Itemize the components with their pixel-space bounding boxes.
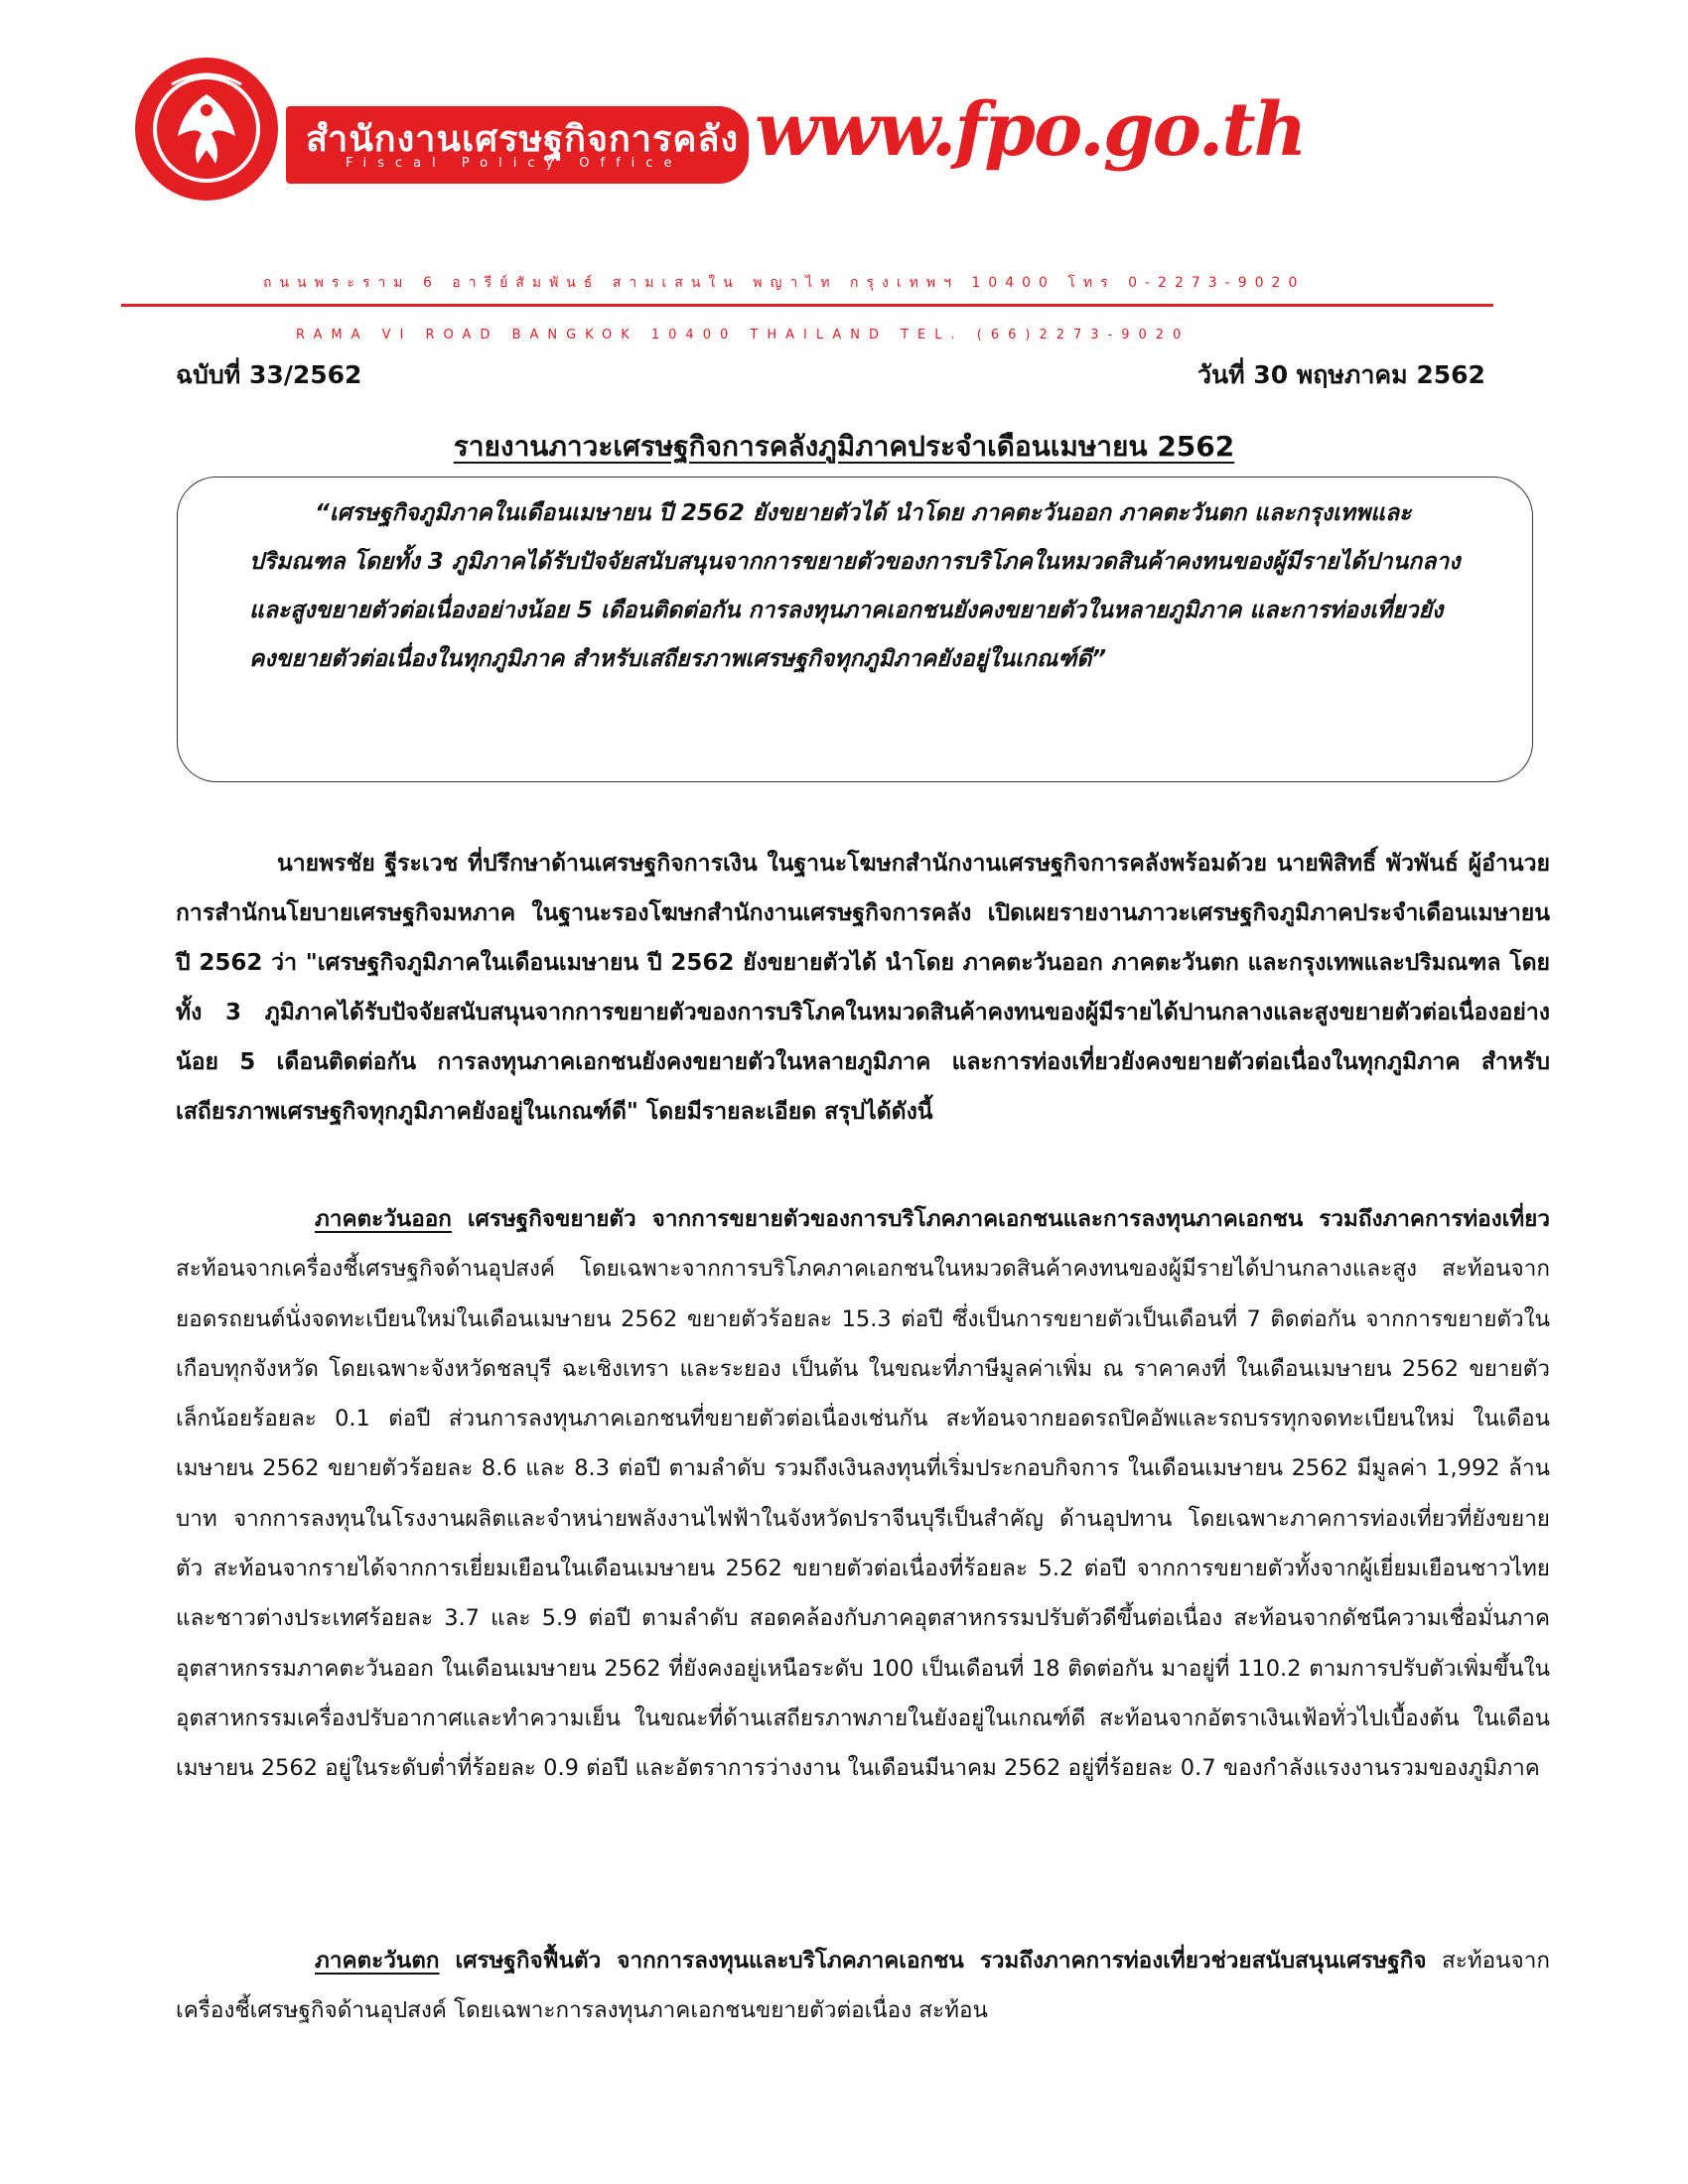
agency-banner <box>286 106 749 184</box>
west-region-paragraph <box>176 1936 1550 2036</box>
east-region-lead: เศรษฐกิจขยายตัว จากการขยายตัวของการบริโภคภาคเอกชนและการลงทุนภาคเอกชน รวมถึงภาคการท่องเที่ยว <box>451 1206 1550 1232</box>
east-region-heading: ภาคตะวันออก <box>315 1206 452 1232</box>
west-region-lead: เศรษฐกิจฟื้นตัว จากการลงทุนและบริโภคภาคเอกชน รวมถึงภาคการท่องเที่ยวช่วยสนับสนุนเศรษฐกิจ <box>439 1948 1427 1974</box>
website-url[interactable]: www.fpo.go.th <box>755 87 1306 173</box>
agency-name-english: Fiscal Policy Office <box>346 156 683 171</box>
summary-callout <box>177 477 1533 782</box>
west-region-heading: ภาคตะวันตก <box>315 1948 440 1974</box>
agency-name-thai: สำนักงานเศรษฐกิจการคลัง <box>306 119 740 160</box>
east-region-paragraph <box>176 1194 1550 1794</box>
garuda-seal-icon <box>132 55 281 204</box>
address-thai: ถนนพระราม 6 อารีย์สัมพันธ์ สามเสนใน พญาไท กรุงเทพฯ 10400 โทร 0-2273-9020 <box>263 275 1306 291</box>
east-region-body: สะท้อนจากเครื่องชี้เศรษฐกิจด้านอุปสงค์ โดยเฉพาะจากการบริโภคภาคเอกชนในหมวดสินค้าคงทนของผู้มีรายได้ปานกลางและสูง สะท้อนจากยอดรถยนต์นั่งจดทะเบียนใหม่ในเดือนเมษายน 2562 ขยายตัวร้อยละ 15.3 ต่อปี ซึ่งเป็นการขยายตัวเป็นเดือนที่ 7 ติดต่อกัน จากการขยายตัวในเกือบทุกจังหวัด โดยเฉพาะจังหวัดชลบุรี ฉะเชิงเทรา และระยอง เป็นต้น ในขณะที่ภาษีมูลค่าเพิ่ม ณ ราคาคงที่ ในเดือนเมษายน 2562 ขยายตัวเล็กน้อยร้อยละ 0.1 ต่อปี ส่วนการลงทุนภาคเอกชนที่ขยายตัวต่อเนื่องเช่นกัน สะท้อนจากยอดรถปิคอัพและรถบรรทุกจดทะเบียนใหม่ ในเดือนเมษายน 2562 ขยายตัวร้อยละ 8.6 และ 8.3 ต่อปี ตามลำดับ รวมถึงเงินลงทุนที่เริ่มประกอบกิจการ ในเดือนเมษายน 2562 มีมูลค่า 1,992 ล้านบาท จากการลงทุนในโรงงานผลิตและจำหน่ายพลังงานไฟฟ้าในจังหวัดปราจีนบุรีเป็นสำคัญ ด้านอุปทาน โดยเฉพาะภาคการท่องเที่ยวที่ยังขยายตัว สะท้อนจากรายได้จากการเยี่ยมเยือนในเดือนเมษายน 2562 ขยายตัวต่อเนื่องที่ร้อยละ 5.2 ต่อปี จากการขยายตัวทั้งจากผู้เยี่ยมเยือนชาวไทยและชาวต่างประเทศร้อยละ 3.7 และ 5.9 ต่อปี ตามลำดับ สอดคล้องกับภาคอุตสาหกรรมปรับตัวดีขึ้นต่อเนื่อง สะท้อนจากดัชนีความเชื่อมั่นภาคอุตสาหกรรมภาคตะวันออก ในเดือนเมษายน 2562 ที่ยังคงอยู่เหนือระดับ 100 เป็นเดือนที่ 18 ติดต่อกัน มาอยู่ที่ 110.2 ตามการปรับตัวเพิ่มขึ้นในอุตสาหกรรมเครื่องปรับอากาศและทำความเย็น ในขณะที่ด้านเสถียรภาพภายในยังอยู่ในเกณฑ์ดี สะท้อนจากอัตราเงินเฟ้อทั่วไปเบื้องต้น ในเดือนเมษายน 2562 อยู่ในระดับต่ำที่ร้อยละ 0.9 ต่อปี และอัตราการว่างงาน ในเดือนมีนาคม 2562 อยู่ที่ร้อยละ 0.7 ของกำลังแรงงานรวมของภูมิภาค <box>176 1256 1550 1782</box>
address-english: RAMA VI ROAD BANGKOK 10400 THAILAND TEL. (66)2273-9020 <box>296 328 1191 342</box>
west-region-body: สะท้อนจากเครื่องชี้เศรษฐกิจด้านอุปสงค์ โดยเฉพาะการลงทุนภาคเอกชนขยายตัวต่อเนื่อง สะท้อน <box>176 1948 1550 2024</box>
issue-date: วันที่ 30 พฤษภาคม 2562 <box>1197 360 1485 389</box>
issue-number: ฉบับที่ 33/2562 <box>176 360 362 389</box>
report-title: รายงานภาวะเศรษฐกิจการคลังภูมิภาคประจำเดือนเมษายน 2562 <box>453 430 1235 463</box>
intro-paragraph: นายพรชัย ฐีระเวช ที่ปรึกษาด้านเศรษฐกิจการเงิน ในฐานะโฆษกสำนักงานเศรษฐกิจการคลังพร้อมด้วย นายพิสิทธิ์ พัวพันธ์ ผู้อำนวยการสำนักนโยบายเศรษฐกิจมหภาค ในฐานะรองโฆษกสำนักงานเศรษฐกิจการคลัง เปิดเผยรายงานภาวะเศรษฐกิจภูมิภาคประจำเดือนเมษายน ปี 2562 ว่า "เศรษฐกิจภูมิภาคในเดือนเมษายน ปี 2562 ยังขยายตัวได้ นำโดย ภาคตะวันออก ภาคตะวันตก และกรุงเทพและปริมณฑล โดยทั้ง 3 ภูมิภาคได้รับปัจจัยสนับสนุนจากการขยายตัวของการบริโภคในหมวดสินค้าคงทนของผู้มีรายได้ปานกลางและสูงขยายตัวต่อเนื่องอย่างน้อย 5 เดือนติดต่อกัน การลงทุนภาคเอกชนยังคงขยายตัวในหลายภูมิภาค และการท่องเที่ยวยังคงขยายตัวต่อเนื่องในทุกภูมิภาค สำหรับเสถียรภาพเศรษฐกิจทุกภูมิภาคยังอยู่ในเกณฑ์ดี" โดยมีรายละเอียด สรุปได้ดังนี้ <box>176 851 1550 1125</box>
fpo-seal-logo <box>132 55 281 204</box>
summary-quote: “เศรษฐกิจภูมิภาคในเดือนเมษายน ปี 2562 ยังขยายตัวได้ นำโดย ภาคตะวันออก ภาคตะวันตก และกรุงเทพและปริมณฑล โดยทั้ง 3 ภูมิภาคได้รับปัจจัยสนับสนุนจากการขยายตัวของการบริโภคในหมวดสินค้าคงทนของผู้มีรายได้ปานกลางและสูงขยายตัวต่อเนื่องอย่างน้อย 5 เดือนติดต่อกัน การลงทุนภาคเอกชนยังคงขยายตัวในหลายภูมิภาค และการท่องเที่ยวยังคงขยายตัวต่อเนื่องในทุกภูมิภาค สำหรับเสถียรภาพเศรษฐกิจทุกภูมิภาคยังอยู่ในเกณฑ์ดี” <box>249 500 1461 672</box>
header-divider <box>121 304 1493 307</box>
